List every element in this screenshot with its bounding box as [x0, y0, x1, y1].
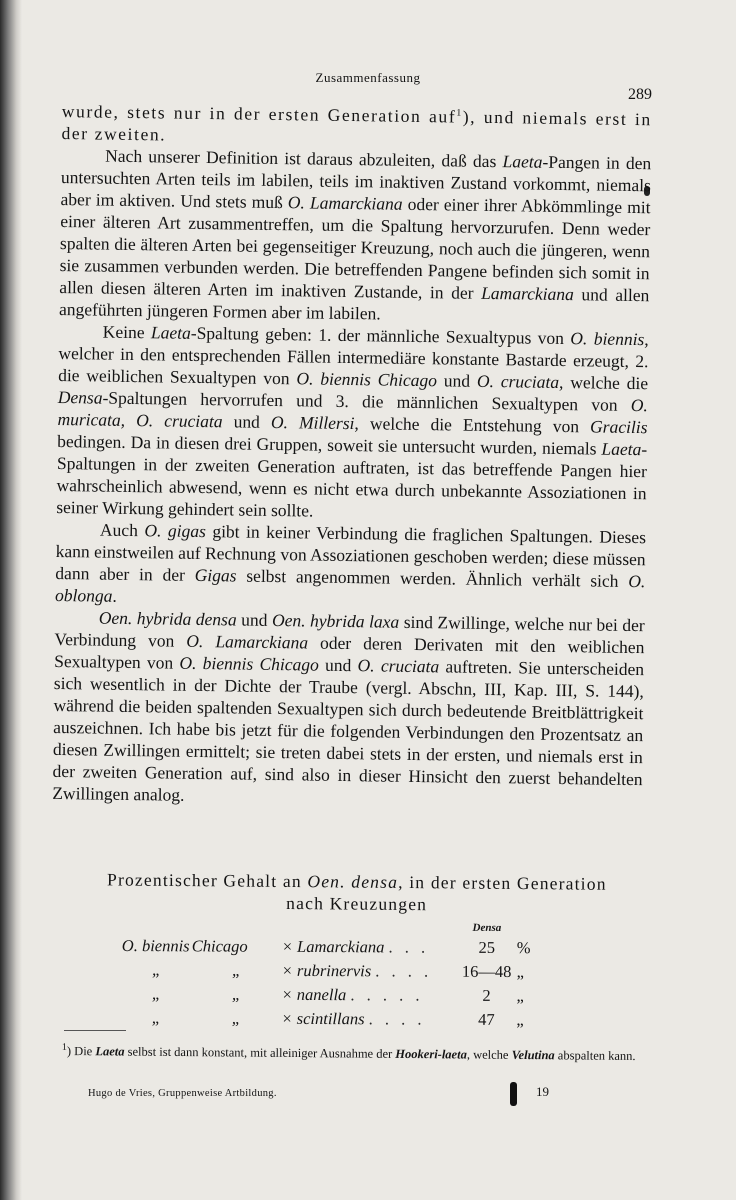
ditto-mark: „: [151, 1008, 162, 1028]
densa-table: [121, 908, 592, 1030]
cross-partner: × scintillans: [281, 1008, 365, 1029]
page-number: 289: [628, 86, 652, 103]
paragraph-2: Nach unserer Definition ist daraus abzuleiten, daß das Laeta-Pangen in den untersuchten Arten teils im labilen, teils im inaktiven Zustand vorkommt, niemals aber im aktiven. Und stets muß O. Lamarckiana oder einer ihrer Abkömmlinge mit einer älteren Art zusammentreffen, um die Spaltung hervorzurufen. Denn weder spalten die älteren Arten bei gegenseitiger Kreuzung, noch auch die jüngeren, wenn sie zusammen verbunden werden. Die betreffenden Pangene befinden sich somit in allen diesen älteren Arten im inaktiven Zustande, in der Lamarckiana und allen angeführten jüngeren Formen aber im labilen.: [58, 145, 652, 324]
ditto-mark: „: [231, 984, 242, 1004]
table-heading-line-1: Prozentischer Gehalt an Oen. densa, in der ersten Generation: [106, 869, 607, 894]
cross-partner: × rubrinervis: [281, 960, 372, 981]
unit: „: [516, 1010, 524, 1030]
leader-dots: . . . . .: [350, 985, 424, 1005]
table-row: [121, 1004, 591, 1030]
unit: „: [516, 986, 524, 1006]
ink-blot: [510, 1082, 517, 1106]
footnote-rule: [64, 1030, 126, 1031]
paragraph-3: Keine Laeta-Spaltung geben: 1. der männliche Sexualtypus von O. biennis, welcher in den entsprechenden Fällen intermediäre konstante Bastarde erzeugt, 2. die weiblichen Sexualtypen von O. biennis Chicago und O. cruciata, welche die Densa-Spaltungen hervorrufen und 3. die männlichen Sexualtypen von O. muricata, O. cruciata und O. Millersi, welche die Entstehung von Gracilis bedingen. Da in diesen drei Gruppen, soweit sie untersucht wurden, niemals Laeta-Spaltungen in der zweiten Generation auftraten, ist das betreffende Pangen hier wahrscheinlich abwesend, wenn es nicht etwa durch unbekannte Assoziationen in seiner Wirkung gehindert sein sollte.: [56, 321, 649, 521]
printer-signature: Hugo de Vries, Gruppenweise Artbildung.: [88, 1088, 277, 1099]
footnote: $^1$) Die Laeta selbst ist dann konstant, mit alleiniger Ausnahme der Hookeri-laeta, welche Velutina abspalten kann.: [61, 1041, 636, 1064]
ditto-mark: „: [152, 960, 162, 980]
signature-number: 19: [536, 1084, 549, 1099]
table-row: [122, 956, 592, 982]
leader-dots: . . . .: [368, 1009, 426, 1029]
densa-value: 2: [482, 985, 491, 1005]
table-row: [122, 932, 592, 958]
cross-partner: × nanella: [281, 984, 347, 1005]
cross-parent: O. biennis: [121, 935, 190, 956]
table-header-row: [122, 908, 592, 934]
paragraph-1: wurde, stets nur in der ersten Generation auf$^1$), und niemals erst in der zweiten.: [61, 100, 652, 145]
unit: „: [516, 962, 525, 982]
paragraph-5: Oen. hybrida densa und Oen. hybrida laxa sind Zwillinge, welche nur bei der Verbindung von O. Lamarckiana oder deren Derivaten mit den weiblichen Sexualtypen von O. biennis Chicago und O. cruciata auftreten. Sie unterscheiden sich wesentlich in der Dichte der Traube (vergl. Abschn, III, Kap. III, S. 144), während die beiden spaltenden Sexualtypen sich durch bedeutende Breitblättrigkeit auszeichnen. Ich habe bis jetzt für die folgenden Verbindungen den Prozentsatz an diesen Zwillingen ermittelt; sie treten dabei stets in der ersten, und niemals erst in der zweiten Generation auf, sind also in dieser Hinsicht den zuerst behandelten Zwillingen analog.: [52, 607, 645, 805]
cross-partner: × Lamarckiana: [281, 936, 385, 957]
footnote-ref: 1: [456, 107, 463, 119]
footnote-mark: 1: [61, 1041, 68, 1053]
ditto-mark: „: [151, 984, 162, 1004]
cross-parent-variety: Chicago: [191, 936, 248, 956]
leader-dots: . . .: [388, 937, 430, 957]
unit: %: [516, 938, 531, 958]
ditto-mark: „: [232, 960, 242, 980]
table-heading-line-2: nach Kreuzungen: [286, 892, 428, 915]
column-header-densa: Densa: [472, 921, 502, 934]
ditto-mark: „: [231, 1008, 242, 1028]
page-binding-edge: [0, 0, 22, 1200]
densa-value: 25: [478, 937, 496, 957]
densa-value: 16—48: [461, 961, 512, 982]
running-head: Zusammenfassung: [315, 70, 421, 85]
densa-value: 47: [478, 1009, 495, 1029]
leader-dots: . . . .: [375, 961, 433, 981]
body-text: [52, 100, 652, 812]
table-row: [121, 980, 591, 1006]
paragraph-4: Auch O. gigas gibt in keiner Verbindung die fraglichen Spaltungen. Dieses kann einstweilen auf Rechnung von Assoziationen geschoben werden; diese müssen dann aber in der Gigas selbst angenommen werden. Ähnlich verhält sich O. oblonga.: [54, 519, 647, 606]
